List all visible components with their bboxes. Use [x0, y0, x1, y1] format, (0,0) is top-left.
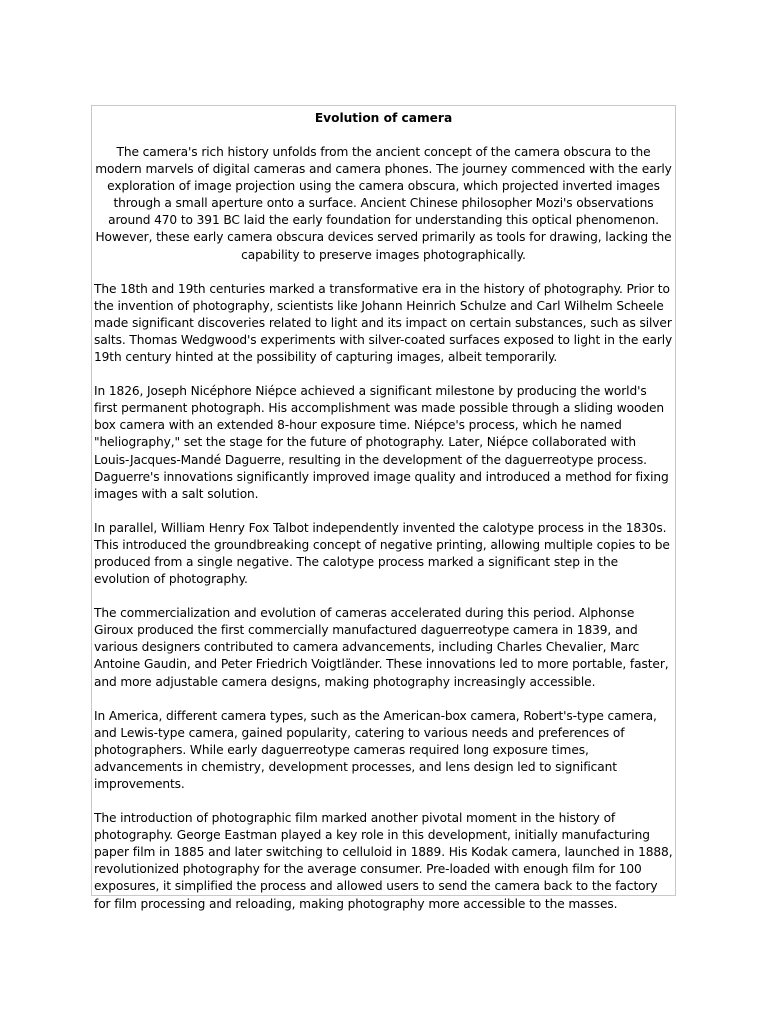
document-frame	[91, 105, 676, 911]
paragraph-intro: The camera's rich history unfolds from the ancient concept of the camera obscura to the modern marvels of digital cameras and camera phones. The journey commenced with the early exploration of image projection using the camera obscura, which projected inverted images through a small aperture onto a surface. Ancient Chinese philosopher Mozi's observations around 470 to 391 BC laid the early foundation for understanding this optical phenomenon. However, these early camera obscura devices served primarily as tools for drawing, lacking the capability to preserve images photographically.	[95, 145, 672, 262]
paragraph-film: The introduction of photographic film marked another pivotal moment in the history of photography. George Eastman played a key role in this development, initially manufacturing paper film in 1885 and later switching to celluloid in 1889. His Kodak camera, launched in 1888, revolutionized photography for the average consumer. Pre-loaded with enough film for 100 exposures, it simplified the process and allowed users to send the camera back to the factory for film processing and reloading, making photography more accessible to the masses.	[94, 811, 673, 911]
paragraph-america: In America, different camera types, such as the American-box camera, Robert's-type camera, and Lewis-type camera, gained popularity, catering to various needs and preferences of photographers. While early daguerreotype cameras required long exposure times, advancements in chemistry, development processes, and lens design led to significant improvements.	[94, 708, 657, 791]
document-title: Evolution of camera	[314, 111, 453, 125]
paragraph-talbot: In parallel, William Henry Fox Talbot independently invented the calotype process in the 1830s. This introduced the groundbreaking concept of negative printing, allowing multiple copies to be produced from a single negative. The calotype process marked a significant step in the evolution of photography.	[94, 520, 670, 587]
paragraph-niepce: In 1826, Joseph Nicéphore Niépce achieved a significant milestone by producing the world's first permanent photograph. His accomplishment was made possible through a sliding wooden box camera with an extended 8-hour exposure time. Niépce's process, which he named "heliography," set the stage for the future of photography. Later, Niépce collaborated with Louis-Jacques-Mandé Daguerre, resulting in the development of the daguerreotype process. Daguerre's innovations significantly improved image quality and introduced a method for fixing images with a salt solution.	[94, 384, 669, 501]
paragraph-18th-19th-century: The 18th and 19th centuries marked a transformative era in the history of photography. Prior to the invention of photography, scientists like Johann Heinrich Schulze and Carl Wilhelm Scheele made significant discoveries related to light and its impact on certain substances, such as silver salts. Thomas Wedgwood's experiments with silver-coated surfaces exposed to light in the early 19th century hinted at the possibility of capturing images, albeit temporarily.	[94, 281, 673, 365]
paragraph-commercialization: The commercialization and evolution of cameras accelerated during this period. Alphonse Giroux produced the first commercially manufactured daguerreotype camera in 1839, and various designers contributed to camera advancements, including Charles Chevalier, Marc Antoine Gaudin, and Peter Friedrich Voigtländer. These innovations led to more portable, faster, and more adjustable camera designs, making photography increasingly accessible.	[94, 606, 669, 689]
